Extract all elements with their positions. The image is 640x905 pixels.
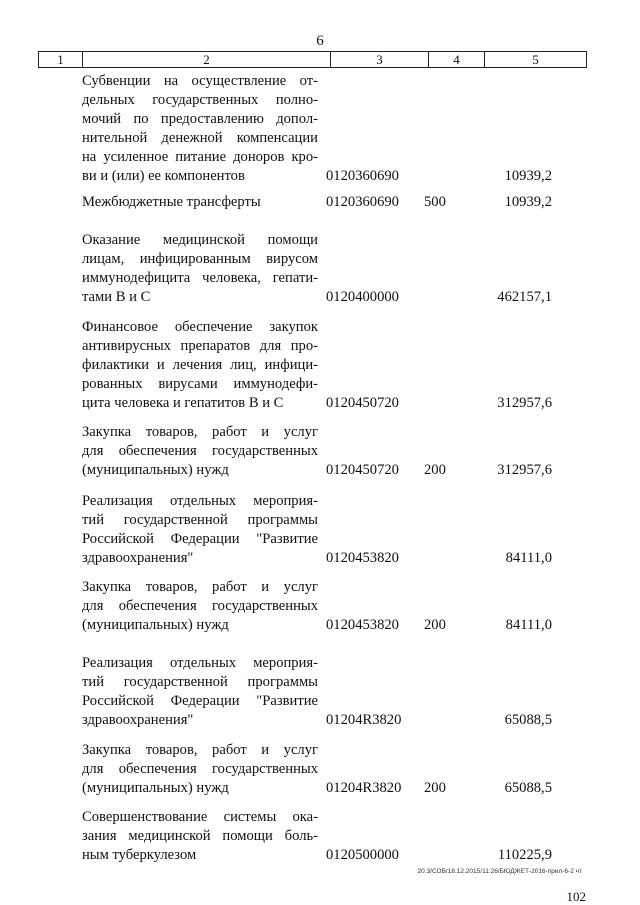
table-row xyxy=(82,578,552,635)
row-expense-type: 200 xyxy=(424,780,446,796)
row-expense-type: 200 xyxy=(424,462,446,478)
header-col-1: 1 xyxy=(39,52,83,67)
row-name-line: ви и (или) ее компонентов xyxy=(82,168,245,184)
row-expense-type: 500 xyxy=(424,194,446,210)
row-name-line: здравоохранения" xyxy=(82,550,194,566)
table-header xyxy=(38,51,587,68)
row-code: 01204R3820 xyxy=(326,712,402,728)
row-name-line: Финансовое обеспечение закупок xyxy=(82,319,318,335)
row-name-line: цита человека и гепатитов В и С xyxy=(82,395,284,411)
page-number: 6 xyxy=(316,33,324,49)
row-name xyxy=(82,423,318,480)
row-name-line: рованных вирусами иммунодефи- xyxy=(82,376,318,392)
table-row xyxy=(82,193,552,212)
corner-page-number: 102 xyxy=(566,889,586,904)
row-amount: 65088,5 xyxy=(504,712,552,728)
row-expense-type: 200 xyxy=(424,617,446,633)
row-code: 0120450720 xyxy=(326,462,399,478)
row-name xyxy=(82,654,318,730)
row-name-line: Закупка товаров, работ и услуг xyxy=(82,424,318,440)
row-name-line: для обеспечения государственных xyxy=(82,598,318,614)
row-name-line: зания медицинской помощи боль- xyxy=(82,828,318,844)
row-name xyxy=(82,231,318,307)
row-amount: 312957,6 xyxy=(497,395,552,411)
row-name-line: иммунодефицита человека, гепати- xyxy=(82,270,318,286)
row-name-line: мочий по предоставлению допол- xyxy=(82,111,318,127)
row-name-line: (муниципальных) нужд xyxy=(82,462,229,478)
row-code: 0120500000 xyxy=(326,847,399,863)
footer-stamp: 20.3/СОВ/18.12.2015/11:26/БЮДЖЕТ-2016-прил-6-2 чт xyxy=(417,868,582,875)
row-code: 0120450720 xyxy=(326,395,399,411)
row-name-line: Оказание медицинской помощи xyxy=(82,232,318,248)
row-name-line: тами В и С xyxy=(82,289,151,305)
row-name-line: Закупка товаров, работ и услуг xyxy=(82,579,318,595)
row-code: 0120453820 xyxy=(326,617,399,633)
row-name-line: Закупка товаров, работ и услуг xyxy=(82,742,318,758)
row-name-line: тий государственной программы xyxy=(82,674,318,690)
header-col-3: 3 xyxy=(331,52,429,67)
row-name-line: Реализация отдельных мероприя- xyxy=(82,655,318,671)
table-row xyxy=(82,808,552,865)
row-name-line: для обеспечения государственных xyxy=(82,761,318,777)
header-col-5: 5 xyxy=(532,52,539,67)
row-name-line: Субвенции на осуществление от- xyxy=(82,73,318,89)
row-name-line: Межбюджетные трансферты xyxy=(82,194,261,210)
row-code: 0120360690 xyxy=(326,194,399,210)
row-name xyxy=(82,808,318,865)
row-name xyxy=(82,492,318,568)
row-name-line: филактики и лечения лиц, инфици- xyxy=(82,357,318,373)
row-name-line: (муниципальных) нужд xyxy=(82,617,229,633)
row-code: 01204R3820 xyxy=(326,780,402,796)
row-name xyxy=(82,578,318,635)
row-amount: 10939,2 xyxy=(504,194,552,210)
row-name xyxy=(82,741,318,798)
row-code: 0120400000 xyxy=(326,289,399,305)
row-name-line: для обеспечения государственных xyxy=(82,443,318,459)
row-amount: 84111,0 xyxy=(505,617,552,633)
table-row xyxy=(82,741,552,798)
row-name-line: на усиленное питание доноров кро- xyxy=(82,149,318,165)
row-name-line: здравоохранения" xyxy=(82,712,194,728)
row-name xyxy=(82,318,318,413)
header-col-4: 4 xyxy=(429,52,485,67)
row-code: 0120360690 xyxy=(326,168,399,184)
row-name-line: лицам, инфицированным вирусом xyxy=(82,251,318,267)
row-name xyxy=(82,193,318,212)
row-name-line: Российской Федерации "Развитие xyxy=(82,693,318,709)
row-name-line: нительной денежной компенсации xyxy=(82,130,318,146)
row-name-line: тий государственной программы xyxy=(82,512,318,528)
row-name-line: дельных государственных полно- xyxy=(82,92,318,108)
table-row xyxy=(82,318,552,413)
row-name-line: (муниципальных) нужд xyxy=(82,780,229,796)
row-name-line: Совершенствование системы ока- xyxy=(82,809,318,825)
row-name-line: Реализация отдельных мероприя- xyxy=(82,493,318,509)
row-amount: 10939,2 xyxy=(504,168,552,184)
row-amount: 462157,1 xyxy=(497,289,552,305)
table-row xyxy=(82,231,552,307)
header-col-2: 2 xyxy=(83,52,331,67)
row-code: 0120453820 xyxy=(326,550,399,566)
table-row xyxy=(82,423,552,480)
row-name-line: Российской Федерации "Развитие xyxy=(82,531,318,547)
row-name xyxy=(82,72,318,186)
table-row xyxy=(82,492,552,568)
table-row xyxy=(82,72,552,186)
row-amount: 110225,9 xyxy=(497,847,552,863)
row-amount: 312957,6 xyxy=(497,462,552,478)
row-name-line: ным туберкулезом xyxy=(82,847,197,863)
row-amount: 65088,5 xyxy=(504,780,552,796)
row-amount: 84111,0 xyxy=(505,550,552,566)
table-row xyxy=(82,654,552,730)
row-name-line: антивирусных препаратов для про- xyxy=(82,338,318,354)
